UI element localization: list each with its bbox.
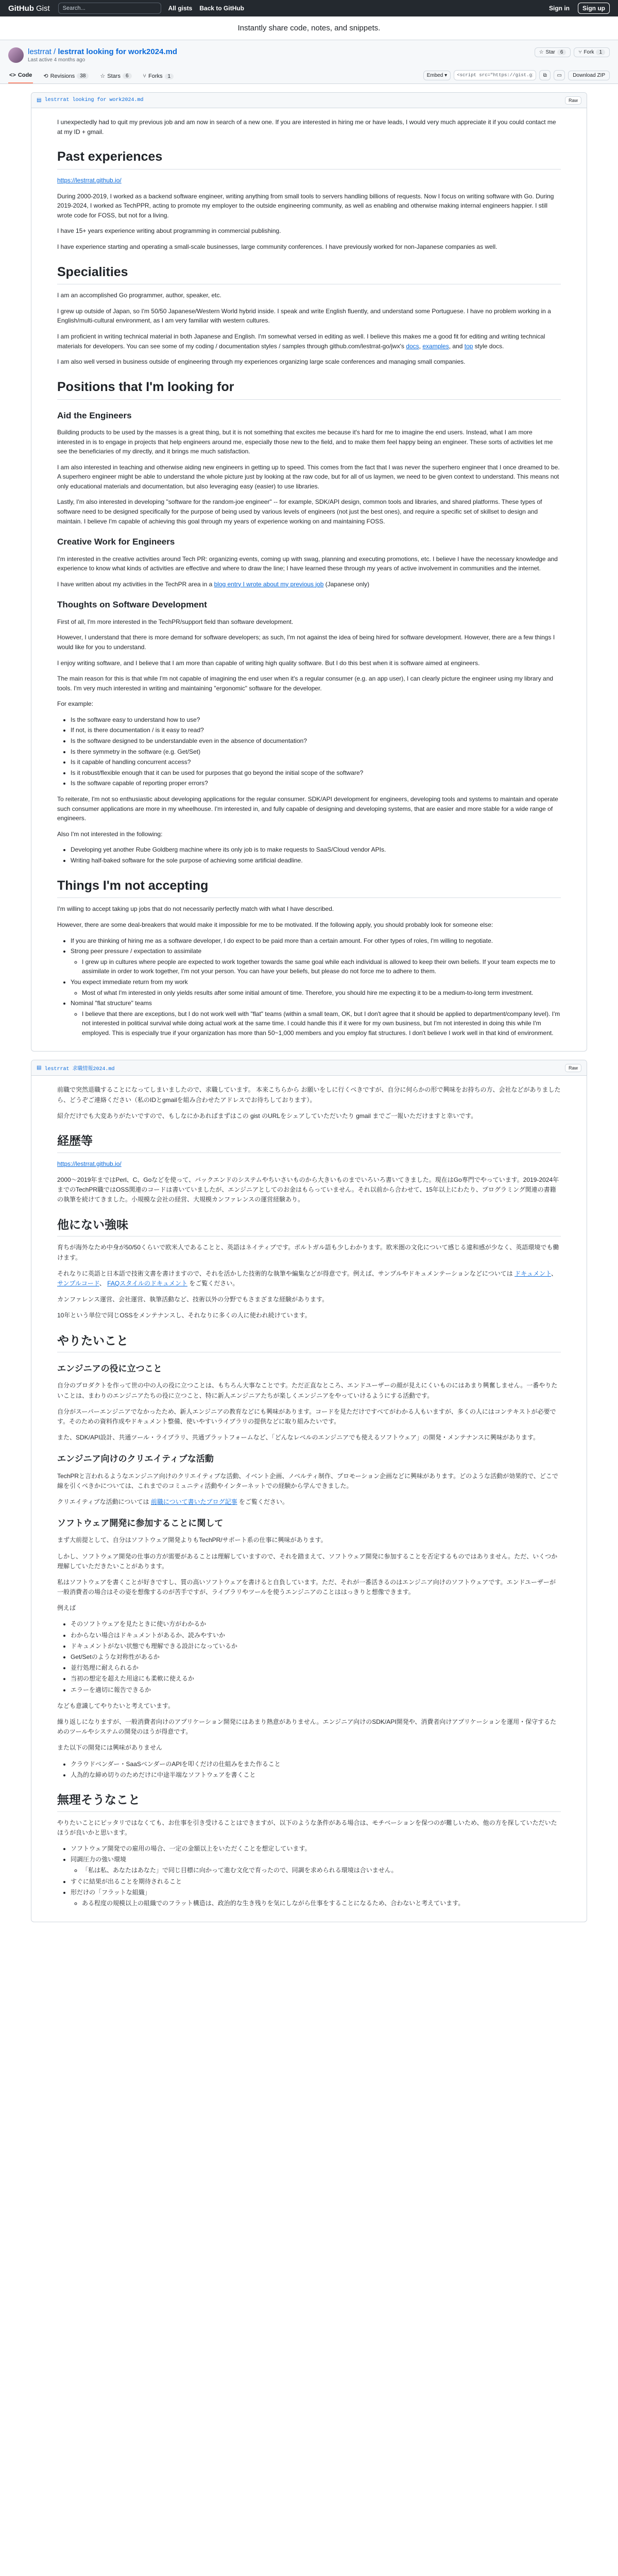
- embed-label: Embed: [426, 72, 443, 78]
- thoughts-example-label: For example:: [57, 700, 94, 708]
- jp-intro: 前職で突然退職することになってしまいましたので、求職しています。 本来こちらから お願いをしに行くべきですが、自分に何らかの形で興味をお持ちの方、会社などがありましたら、どうぞご連絡ください（私のIDとgmailを組み合わせたアドレスでお待ちしております）。: [57, 1086, 561, 1104]
- tab-revisions[interactable]: [42, 70, 90, 83]
- gist-name[interactable]: lestrrat looking for work2024.md: [58, 47, 178, 56]
- jp-no-paragraph-1: やりたいことにピッタリではなくても、お仕事を引き受けることはできますが、以下のような条件がある場合は、モチベーションを保つのが難しいため、他の方を探していただいたほうが良いかと思います。: [57, 1819, 557, 1836]
- fork-icon: ⑂: [578, 49, 582, 55]
- jp-role-paragraph-3: また、SDK/API設計、共通ツール・ライブラリ、共通プラットフォームなど、「どんなレベルのエンジニアでも使えるソフトウェア」の開発・メンテナンスに興味があります。: [57, 1434, 540, 1442]
- stars-count: 6: [123, 73, 132, 79]
- list-item: • Is there symmetry in the software (e.g. Get/Set): [71, 747, 561, 757]
- markdown-body-english: [31, 108, 587, 1051]
- list-item-text: 同調圧力の強い環境: [71, 1856, 127, 1863]
- raw-button[interactable]: Raw: [565, 1064, 581, 1072]
- brand-github: GitHub: [8, 4, 34, 13]
- forks-icon: ⑂: [143, 73, 147, 79]
- heading-creative-work: Creative Work for Engineers: [57, 537, 175, 547]
- list-item: • Is it robust/flexible enough that it can be used for purposes that go beyond the initial scope of the software?: [71, 768, 561, 778]
- jp-dev-paragraph-4: なども意識してやりたいと考えています。: [57, 1702, 175, 1709]
- copy-button[interactable]: [539, 70, 551, 80]
- jp-heading-want: やりたいこと: [57, 1331, 561, 1353]
- jp-docs-link[interactable]: ドキュメント: [514, 1269, 552, 1277]
- heading-thoughts: Thoughts on Software Development: [57, 600, 207, 610]
- list-item: [71, 1888, 561, 1908]
- markdown-body-japanese: [31, 1076, 587, 1922]
- list-item: • ソフトウェア開発での雇用の場合、一定の金額以上をいただくことを想定しています。: [71, 1844, 561, 1854]
- past-paragraph-1: During 2000-2019, I worked as a backend software engineer, writing anything from small tools to servers handling billions of requests. Now I focus on writing software with Go. During 2019-2024, I worked as TechPPR, acting to promote my employer to the outside engineering community, as well as enabling and otherwise making internal engineers happier. I still wrote code for FOSS, but not for a living.: [57, 192, 554, 219]
- aid-paragraph-2: I am also interested in teaching and otherwise aiding new engineers in getting up to speed. This comes from the fact that I was never the superhero engineer that I once dreamed to be. A superhero engineer might be able to understand the whole picture just by looking at the raw code, but for all of us laymen, we need to be given context to understand. This means not only educational materials and documentation, but also leveraging easy (easier) to use libraries.: [57, 463, 560, 490]
- not-interested-list: [71, 845, 561, 865]
- blog-link[interactable]: https://lestrrat.github.io/: [57, 176, 122, 184]
- gist-title: lestrrat / lestrrat looking for work2024.md: [28, 47, 178, 56]
- list-subitem: ◦ Most of what I'm interested in only yields results after some initial amount of time. Therefore, you should hire me expecting it to be a medium-to-long term investment.: [82, 988, 561, 998]
- jp-role-paragraph-2: 自分がスーパーエンジニアでなかったため、新人エンジニアの教育などにも興味があります。コードを見ただけですべてがわかる人もいますが、多くの人にはコンテキストが必要です。そのための資料作成やドキュメント整備、使いやすいライブラリの提供などに取り組みたいです。: [57, 1408, 556, 1426]
- file-name-english[interactable]: lestrrat looking for work2024.md: [44, 97, 144, 103]
- thoughts-list: [71, 715, 561, 788]
- spec-paragraph-1: I am an accomplished Go programmer, author, speaker, etc.: [57, 292, 221, 299]
- thoughts-paragraph-4: The main reason for this is that while I'm not capable of imagining the end user when it's a regular consumer (e.g. an app user), I can clearly picture the engineer using my library and tools. I'm very much interested in writing and maintaining "ergonomic" software for the developer.: [57, 675, 554, 692]
- raw-button[interactable]: Raw: [565, 96, 581, 105]
- star-button[interactable]: [535, 47, 571, 57]
- creative-p2-text: I have written about my activities in the TechPR area in a: [57, 580, 213, 588]
- jp-heading-dev: ソフトウェア開発に参加することに関して: [57, 1518, 224, 1529]
- top-nav: [168, 5, 244, 12]
- thoughts-paragraph-2: However, I understand that there is more demand for software developers; as such, I'm not against the idea of being hired for software development. However, there are a few things I would like for you to understand.: [57, 634, 555, 651]
- file-icon: ▤: [37, 97, 42, 104]
- list-item: • ドキュメントがない状態でも理解できる設計になっているか: [71, 1641, 561, 1651]
- list-item: • そのソフトウェアを見たときに使い方がわかるか: [71, 1619, 561, 1629]
- list-item: • 並行処理に耐えられるか: [71, 1663, 561, 1673]
- jp-dev-not-list: [71, 1759, 561, 1780]
- jp-spec-p2-text: それなりに英語と日本語で技術文書を書けますので、それを活かした技術的な執筆や編集などが得意です。例えば、サンプルやドキュメンテーションなどについては: [57, 1269, 513, 1277]
- tab-code-label: Code: [18, 72, 32, 78]
- jp-creative-p2-text: クリエイティブな活動については: [57, 1498, 149, 1505]
- thoughts-paragraph-1: First of all, I'm more interested in the TechPR/support field than software development.: [57, 618, 294, 625]
- list-item: • Writing half-baked software for the sole purpose of achieving some artificial deadline.: [71, 856, 561, 866]
- tab-code[interactable]: [8, 69, 33, 83]
- creative-paragraph-1: I'm interested in the creative activities around Tech PR: organizing events, coming up with swag, planning and executing promotions, etc. I believe I have the necessary knowledge and experience to know what kinds of activities are effective and where to draw the line; I have learned these through my years of active involvement in communities and the internet.: [57, 555, 558, 572]
- jp-creative-paragraph-2: [57, 1497, 561, 1507]
- fork-count: 1: [596, 49, 605, 55]
- embed-select[interactable]: [423, 71, 451, 80]
- jp-role-paragraph-1: 自分のプロダクトを作って世の中の人の役に立つことは、もちろん大事なことです。ただ正直なところ、エンドユーザーの顔が見えにくいものにはあまり興奮しません。一番やりたいことは、まわりのエンジニアたちの役に立つこと、特に新人エンジニアたちが楽しくエンジニアをやっていけるようにする活動です。: [57, 1382, 558, 1399]
- jp-past-paragraph: 2000〜2019年まではPerl、C、Goなどを使って、バックエンドのシステムやちいさいものから大きいものまでいろいろ書いてきました。現在はGo専門でやっています。2019-2024年までのTechPR職ではOSS関連のコードは書いていましたが、エンジニアとしてのお金はもらっていません。それ以前から合わせて、15年以上にわたり、プログラミング関連の書籍の執筆を続けてきました。小規模な会社の経営、大規模カンファレンスの運営経験あり。: [57, 1176, 559, 1204]
- star-label: Star: [545, 49, 555, 55]
- jp-heading-creative: エンジニア向けのクリエイティブな活動: [57, 1454, 214, 1464]
- past-paragraph-3: I have experience starting and operating a small-scale businesses, large community conferences. I have previously worked for non-Japanese companies as well.: [57, 243, 497, 250]
- heading-aid-engineers: Aid the Engineers: [57, 410, 132, 420]
- aid-paragraph-3: Lastly, I'm also interested in developing "software for the random-joe engineer" -- for example, SDK/API design, common tools and libraries, and shared platforms. These types of software need to be designed specifically for the purpose of being used by various levels of engineers (not just the best ones), and require a specific set of skillset to design and maintain. I believe I'm capable of achieving this goal through my years of experience working on and maintaining FOSS.: [57, 498, 542, 525]
- list-item: • Is the software easy to understand how to use?: [71, 715, 561, 725]
- list-item: [71, 946, 561, 976]
- jp-faq-link[interactable]: FAQスタイルのドキュメント: [107, 1279, 187, 1287]
- jp-dev-paragraph-3: 私はソフトウェアを書くことが好きですし、質の高いソフトウェアを書けると自負しています。ただ、それが一番活きるのはエンジニア向けのソフトウェアです。エンドユーザーが一般消費者の場合はその姿を想像するのが苦手ですが、ライブラリやツールを使うエンジニアのことははっきりと想像できます。: [57, 1578, 556, 1596]
- tab-stars[interactable]: [99, 70, 132, 83]
- star-icon: ☆: [539, 49, 544, 55]
- list-subitem: ◦ ある程度の規模以上の組織でのフラット構造は、政治的な生き残りを気にしながら仕事をすることになるため、合わないと考えています。: [82, 1899, 561, 1908]
- heading-positions: Positions that I'm looking for: [57, 377, 561, 400]
- tab-revisions-label: Revisions: [50, 73, 75, 79]
- intro-paragraph: I unexpectedly had to quit my previous job and am now in search of a new one. If you are interested in hiring me or have leads, I would very much appreciate it if you could contact me at my ID + gmail.: [57, 118, 556, 135]
- file-name-japanese[interactable]: lestrrat 求職情報2024.md: [44, 1066, 115, 1072]
- stars-icon: ☆: [100, 73, 106, 79]
- jp-previous-job-blog-link[interactable]: 前職について書いたブログ記事: [150, 1498, 237, 1505]
- jp-heading-role: エンジニアの役に立つこと: [57, 1364, 162, 1374]
- jp-intro-2: 紹介だけでも大変ありがたいですので、もしなにかあればまずはこの gist のURLをシェアしていただいたり gmail までご一報いただけますと幸いです。: [57, 1112, 477, 1120]
- desktop-button[interactable]: [554, 70, 565, 80]
- heading-specialities: Specialities: [57, 262, 561, 285]
- star-count: 6: [557, 49, 566, 55]
- list-item-text: Nominal "flat structure" teams: [71, 999, 152, 1007]
- thoughts-paragraph-3: I enjoy writing software, and I believe that I am more than capable of writing high quality software. But I do this best when it is software aimed at engineers.: [57, 659, 480, 667]
- list-item: • Developing yet another Rube Goldberg machine where its only job is to make requests to SaaS/Cloud vendor APIs.: [71, 845, 561, 855]
- gist-tabs: [8, 69, 610, 83]
- avatar[interactable]: [8, 47, 24, 63]
- list-item: • Is it capable of handling concurrent access?: [71, 757, 561, 767]
- jp-creative-paragraph-1: TechPRと言われるようなエンジニア向けのクリエイティブな活動、イベント企画、ノベルティ制作、プロモーション企画などに興味があります。どのような活動が効果的で、どこで線を引くべきかについては、これまでのコミュニティ活動やインターネットでの経験から学んできました。: [57, 1472, 558, 1489]
- list-subitem: ◦ I believe that there are exceptions, but I do not work well with "flat" teams (within a small team, OK, but I don't agree that it should be applied to department/company level). I'm not interested in political survival while doing actual work at the same time. I could handle this if it were for my own business, but I'm not interested in doing this while I'm employed. This is especially true if your organization has more than 50~1,000 members and you employ flat structures. I don't believe I work well in that kind of environment.: [82, 1009, 561, 1038]
- tagline-banner: [0, 16, 618, 40]
- gist-header: [0, 40, 618, 84]
- sign-up-button[interactable]: Sign up: [578, 3, 610, 14]
- gist-meta: Last active 4 months ago: [28, 57, 85, 63]
- thoughts-paragraph-5: To reiterate, I'm not so enthusiastic about developing applications for the regular consumer. SDK/API development for engineers, developing tools and systems to maintain and operate such consumer applications are more in my wheelhouse. I'm interested in, and fully capable of designing and developing systems, that are easier and more stable for a wide range of engineers.: [57, 795, 558, 822]
- thoughts-paragraph-6: Also I'm not interested in the following:: [57, 830, 163, 838]
- creative-p2-tail: (Japanese only): [325, 580, 370, 588]
- gist-owner[interactable]: lestrrat: [28, 47, 52, 56]
- list-item: • わからない場合はドキュメントがあるか、読みやすいか: [71, 1631, 561, 1640]
- docs-link[interactable]: docs: [406, 342, 419, 350]
- jp-examples-link[interactable]: サンプルコード: [57, 1279, 99, 1287]
- list-subitem: ◦ 「私は私、あなたはあなた」で同じ目標に向かって進む文化で育ったので、同調を求められる環境は合いません。: [82, 1866, 561, 1875]
- list-item: • クラウドベンダー・SaaSベンダーのAPIを叩くだけの仕組みをまた作ること: [71, 1759, 561, 1769]
- spec-paragraph-3: I am proficient in writing technical material in both Japanese and English. I'm somewhat versed in editing as well. I believe this makes me a good fit for editing and writing technical materials for developers. You can see some of my coding / documentation styles / samples through github.com/lestrrat-go/jwx's docs, examples, and top style docs.: [57, 333, 545, 350]
- jp-spec-p2-tail: をご覧ください。: [189, 1279, 239, 1287]
- not-accepting-paragraph-1: I'm willing to accept taking up jobs that do not necessarily perfectly match with what I have described.: [57, 905, 334, 913]
- heading-past-experiences: Past experiences: [57, 147, 561, 170]
- jp-blog-link[interactable]: https://lestrrat.github.io/: [57, 1160, 122, 1167]
- embed-code-input[interactable]: [454, 70, 536, 80]
- forks-count: 1: [165, 74, 174, 79]
- list-item: • 当初の想定を超えた用途にも柔軟に使えるか: [71, 1674, 561, 1684]
- list-item-text: You expect immediate return from my work: [71, 978, 188, 986]
- jp-no-list: [71, 1844, 561, 1908]
- list-item: • 人為的な締め切りのためだけに中途半端なソフトウェアを書くこと: [71, 1770, 561, 1780]
- jp-dev-paragraph-6: また以下の開発には興味がありません: [57, 1744, 163, 1752]
- list-item: • If you are thinking of hiring me as a software developer, I do expect to be paid more than a certain amount. For other types of roles, I'm willing to negotiate.: [71, 936, 561, 946]
- file-japanese: [31, 1060, 587, 1922]
- past-paragraph-2: I have 15+ years experience writing about programming in commercial publishing.: [57, 227, 281, 235]
- jp-dev-paragraph-2: しかし、ソフトウェア開発の仕事の方が需要があることは理解していますので、それを踏まえて、ソフトウェア開発に参加することを否定するものではありません。ただ、いくつか理解していただきたいことがあります。: [57, 1552, 558, 1570]
- jp-dev-paragraph-5: 繰り返しになりますが、一般消費者向けのアプリケーション開発にはあまり熱意がありません。エンジニア向けのSDK/API開発や、消費者向けアプリケーションを運用・保守するためのツールやシステムの開発のほうが得意です。: [57, 1718, 557, 1736]
- chevron-down-icon: ▾: [444, 72, 448, 78]
- creative-paragraph-2: [57, 580, 561, 589]
- previous-job-blog-link[interactable]: blog entry I wrote about my previous job: [214, 580, 324, 588]
- list-item: • Get/Setのような対称性があるか: [71, 1652, 561, 1662]
- desktop-icon: ▭: [557, 72, 562, 78]
- jp-dev-example-label: 例えば: [57, 1604, 76, 1612]
- jp-spec-paragraph-4: 10年という単位で同じOSSをメンテナンスし、それなりに多くの人に使われ続けています。: [57, 1312, 311, 1319]
- spec-p3-text: I am proficient in writing technical material in both Japanese and English. I'm somewhat versed in editing as well. I believe this makes me a good fit for editing and writing technical materials for developers. You can see some of my coding / documentation styles / samples through github.com/lestrrat-go/jwx's: [57, 333, 545, 350]
- jp-creative-p2-tail: をご覧ください。: [239, 1498, 289, 1505]
- list-item: [71, 977, 561, 997]
- list-item: [71, 998, 561, 1038]
- tab-forks-label: Forks: [148, 73, 163, 79]
- list-subitem: ◦ I grew up in cultures where people are expected to work together towards the same goal while each individual is allowed to keep their own beliefs. If your team expects me to assimilate in order to work together, I'm not your person. You can have your beliefs, but please do not force me to adhere to them.: [82, 957, 561, 976]
- fork-button[interactable]: [574, 47, 610, 57]
- file-english: [31, 92, 587, 1052]
- top-header: [0, 0, 618, 16]
- jp-dev-paragraph-1: まず大前提として、自分はソフトウェア開発よりもTechPR/サポート系の仕事に興味があります。: [57, 1536, 327, 1544]
- list-item-text: 形だけの「フラットな組織」: [71, 1888, 151, 1896]
- list-item-text: Strong peer pressure / expectation to assimilate: [71, 947, 202, 955]
- nav-all-gists[interactable]: All gists: [168, 5, 193, 12]
- jp-heading-no: 無理そうなこと: [57, 1790, 561, 1812]
- file-header-japanese: [31, 1060, 587, 1076]
- jp-heading-special: 他にない強味: [57, 1215, 561, 1237]
- github-gist-logo[interactable]: [8, 4, 50, 13]
- fork-label: Fork: [583, 49, 594, 55]
- search-input[interactable]: [58, 3, 161, 14]
- tagline: Instantly share code, notes, and snippets.: [237, 24, 381, 32]
- file-header-english: [31, 93, 587, 108]
- aid-paragraph-1: Building products to be used by the masses is a great thing, but it is not something that excites me because it's hard for me to imagine the end users. Instead, what I am more interested in is to engage in projects that help engineers around me, especially those new to the field, and to make them feel happy being an engineer. These sorts of activities let me see the beneficiaries of my directly, and it brings me much satisfaction.: [57, 428, 553, 455]
- brand-gist: Gist: [36, 4, 50, 13]
- list-item: • If not, is there documentation / is it easy to read?: [71, 725, 561, 735]
- jp-spec-paragraph-2: それなりに英語と日本語で技術文書を書けますので、それを活かした技術的な執筆や編集などが得意です。例えば、サンプルやドキュメンテーションなどについては ドキュメント、 サンプルコード、 FAQスタイルのドキュメント をご覧ください。: [57, 1269, 558, 1287]
- spec-paragraph-2: I grew up outside of Japan, so I'm 50/50 Japanese/Western World hybrid inside. I speak and write English fluently, and understand some Portuguese. I have no problem working in a English/multi-cultural environment, as I am very familiar with western cultures.: [57, 307, 551, 325]
- list-item: [71, 1855, 561, 1875]
- list-item: • エラーを適切に報告できるか: [71, 1685, 561, 1695]
- jp-dev-list: [71, 1619, 561, 1694]
- list-item: • Is the software capable of reporting proper errors?: [71, 778, 561, 788]
- spec-p3-tail: style docs.: [474, 342, 504, 350]
- jp-spec-paragraph-1: 育ちが海外なため中身が50/50くらいで欧米人であることと、英語はネイティブです。ポルトガル語も少しわかります。欧米圏の文化について感じる違和感が少なく、英語環境でも働けます。: [57, 1244, 559, 1261]
- list-item: • すぐに結果が出ることを期待されること: [71, 1877, 561, 1887]
- nav-back-to-github[interactable]: Back to GitHub: [199, 5, 245, 12]
- jp-spec-paragraph-3: カンファレンス運営、会社運営、執筆活動など、技術以外の分野でもさまざまな経験があります。: [57, 1296, 329, 1303]
- sign-in-link[interactable]: Sign in: [549, 5, 570, 12]
- examples-link[interactable]: examples: [422, 342, 449, 350]
- revisions-count: 38: [77, 73, 89, 79]
- revisions-icon: ⟲: [43, 73, 48, 79]
- jp-heading-past: 経歴等: [57, 1131, 561, 1153]
- download-zip-button[interactable]: Download ZIP: [568, 71, 610, 80]
- spec-paragraph-4: I am also well versed in business outside of engineering through my experiences organizing large scale conferences and managing small companies.: [57, 358, 466, 366]
- tab-forks[interactable]: [142, 70, 175, 83]
- file-icon: ▤: [37, 1065, 42, 1071]
- deal-breaker-list: [71, 936, 561, 1038]
- copy-icon: ⧉: [543, 72, 547, 78]
- list-item: • Is the software designed to be understandable even in the absence of documentation?: [71, 736, 561, 746]
- faq-link[interactable]: top: [464, 342, 473, 350]
- tab-stars-label: Stars: [107, 73, 121, 79]
- heading-not-accepting: Things I'm not accepting: [57, 876, 561, 899]
- not-accepting-paragraph-2: However, there are some deal-breakers that would make it impossible for me to be motivated. If the following apply, you should probably look for someone else:: [57, 921, 493, 928]
- code-icon: <>: [9, 72, 16, 78]
